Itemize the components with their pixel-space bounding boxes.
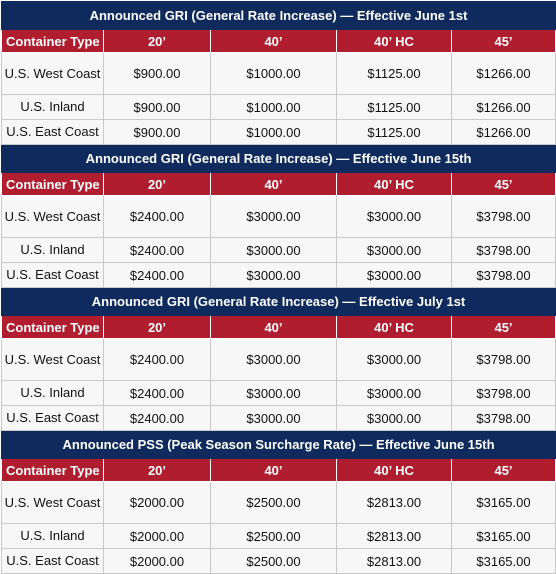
section-title-row-june-1st — [2, 2, 556, 30]
table-row — [2, 339, 556, 381]
rate-cell: $2400.00 — [104, 381, 211, 406]
location-cell: U.S. West Coast — [2, 53, 104, 95]
container-size-header: 20’ — [104, 30, 211, 53]
column-header-row — [2, 459, 556, 482]
container-size-header: 20’ — [104, 173, 211, 196]
rate-cell: $3000.00 — [337, 339, 452, 381]
container-size-header: 40’ HC — [337, 30, 452, 53]
rate-cell: $900.00 — [104, 95, 211, 120]
rate-cell: $3000.00 — [337, 238, 452, 263]
container-size-header: 45’ — [452, 316, 556, 339]
rate-cell: $1125.00 — [337, 95, 452, 120]
location-cell: U.S. Inland — [2, 381, 104, 406]
rate-cell: $2400.00 — [104, 339, 211, 381]
rate-cell: $2813.00 — [337, 482, 452, 524]
container-size-header: 20’ — [104, 459, 211, 482]
rate-cell: $2500.00 — [211, 549, 337, 574]
rate-cell: $2000.00 — [104, 549, 211, 574]
rate-cell: $2400.00 — [104, 263, 211, 288]
rate-cell: $2000.00 — [104, 482, 211, 524]
section-title: Announced GRI (General Rate Increase) — Effective June 1st — [2, 2, 556, 30]
section-title: Announced GRI (General Rate Increase) — Effective July 1st — [2, 288, 556, 316]
rate-cell: $1266.00 — [452, 95, 556, 120]
table-row — [2, 95, 556, 120]
table-row — [2, 482, 556, 524]
table-row — [2, 120, 556, 145]
location-cell: U.S. East Coast — [2, 406, 104, 431]
rate-cell: $3798.00 — [452, 381, 556, 406]
table-row — [2, 53, 556, 95]
rate-cell: $1000.00 — [211, 95, 337, 120]
location-cell: U.S. East Coast — [2, 120, 104, 145]
container-size-header: 40’ — [211, 459, 337, 482]
section-title: Announced PSS (Peak Season Surcharge Rate) — Effective June 15th — [2, 431, 556, 459]
container-size-header: 45’ — [452, 30, 556, 53]
table-row — [2, 263, 556, 288]
rate-cell: $2500.00 — [211, 482, 337, 524]
rate-cell: $1000.00 — [211, 53, 337, 95]
rate-cell: $3000.00 — [211, 339, 337, 381]
location-cell: U.S. Inland — [2, 95, 104, 120]
rate-cell: $3000.00 — [337, 381, 452, 406]
location-cell: U.S. Inland — [2, 238, 104, 263]
rate-cell: $3000.00 — [211, 406, 337, 431]
rate-cell: $3000.00 — [337, 406, 452, 431]
column-header-row — [2, 173, 556, 196]
container-size-header: 45’ — [452, 173, 556, 196]
table-row — [2, 524, 556, 549]
location-cell: U.S. West Coast — [2, 482, 104, 524]
section-title-row-june-15th — [2, 145, 556, 173]
table-row — [2, 381, 556, 406]
container-type-header: Container Type — [2, 30, 104, 53]
rates-table — [1, 1, 556, 574]
rate-cell: $3000.00 — [337, 263, 452, 288]
rate-cell: $2400.00 — [104, 406, 211, 431]
table-row — [2, 406, 556, 431]
rate-cell: $3000.00 — [211, 263, 337, 288]
location-cell: U.S. West Coast — [2, 196, 104, 238]
rate-cell: $1125.00 — [337, 120, 452, 145]
section-title-row-july-1st — [2, 288, 556, 316]
container-size-header: 45’ — [452, 459, 556, 482]
rate-cell: $3165.00 — [452, 524, 556, 549]
container-size-header: 20’ — [104, 316, 211, 339]
container-type-header: Container Type — [2, 459, 104, 482]
rate-cell: $3798.00 — [452, 238, 556, 263]
location-cell: U.S. Inland — [2, 524, 104, 549]
rate-cell: $3798.00 — [452, 263, 556, 288]
location-cell: U.S. West Coast — [2, 339, 104, 381]
table-row — [2, 196, 556, 238]
rate-cell: $3000.00 — [211, 238, 337, 263]
rate-cell: $1000.00 — [211, 120, 337, 145]
table-row — [2, 238, 556, 263]
rate-cell: $2813.00 — [337, 524, 452, 549]
section-title: Announced GRI (General Rate Increase) — Effective June 15th — [2, 145, 556, 173]
rate-cell: $3000.00 — [211, 196, 337, 238]
rate-cell: $2500.00 — [211, 524, 337, 549]
rate-cell: $3798.00 — [452, 339, 556, 381]
container-size-header: 40’ HC — [337, 316, 452, 339]
rate-cell: $2813.00 — [337, 549, 452, 574]
column-header-row — [2, 316, 556, 339]
rate-cell: $3798.00 — [452, 406, 556, 431]
container-size-header: 40’ HC — [337, 459, 452, 482]
container-type-header: Container Type — [2, 173, 104, 196]
container-size-header: 40’ — [211, 173, 337, 196]
table-row — [2, 549, 556, 574]
rate-cell: $2000.00 — [104, 524, 211, 549]
container-size-header: 40’ — [211, 316, 337, 339]
rate-cell: $900.00 — [104, 120, 211, 145]
rate-cell: $1125.00 — [337, 53, 452, 95]
rate-cell: $3798.00 — [452, 196, 556, 238]
location-cell: U.S. East Coast — [2, 549, 104, 574]
rate-cell: $1266.00 — [452, 120, 556, 145]
rate-cell: $1266.00 — [452, 53, 556, 95]
container-type-header: Container Type — [2, 316, 104, 339]
rate-cell: $900.00 — [104, 53, 211, 95]
rate-cell: $3165.00 — [452, 482, 556, 524]
rate-cell: $2400.00 — [104, 238, 211, 263]
rate-cell: $3000.00 — [337, 196, 452, 238]
rate-cell: $3165.00 — [452, 549, 556, 574]
container-size-header: 40’ HC — [337, 173, 452, 196]
section-title-row-pss-june-15th — [2, 431, 556, 459]
column-header-row — [2, 30, 556, 53]
rate-cell: $3000.00 — [211, 381, 337, 406]
location-cell: U.S. East Coast — [2, 263, 104, 288]
rate-cell: $2400.00 — [104, 196, 211, 238]
container-size-header: 40’ — [211, 30, 337, 53]
